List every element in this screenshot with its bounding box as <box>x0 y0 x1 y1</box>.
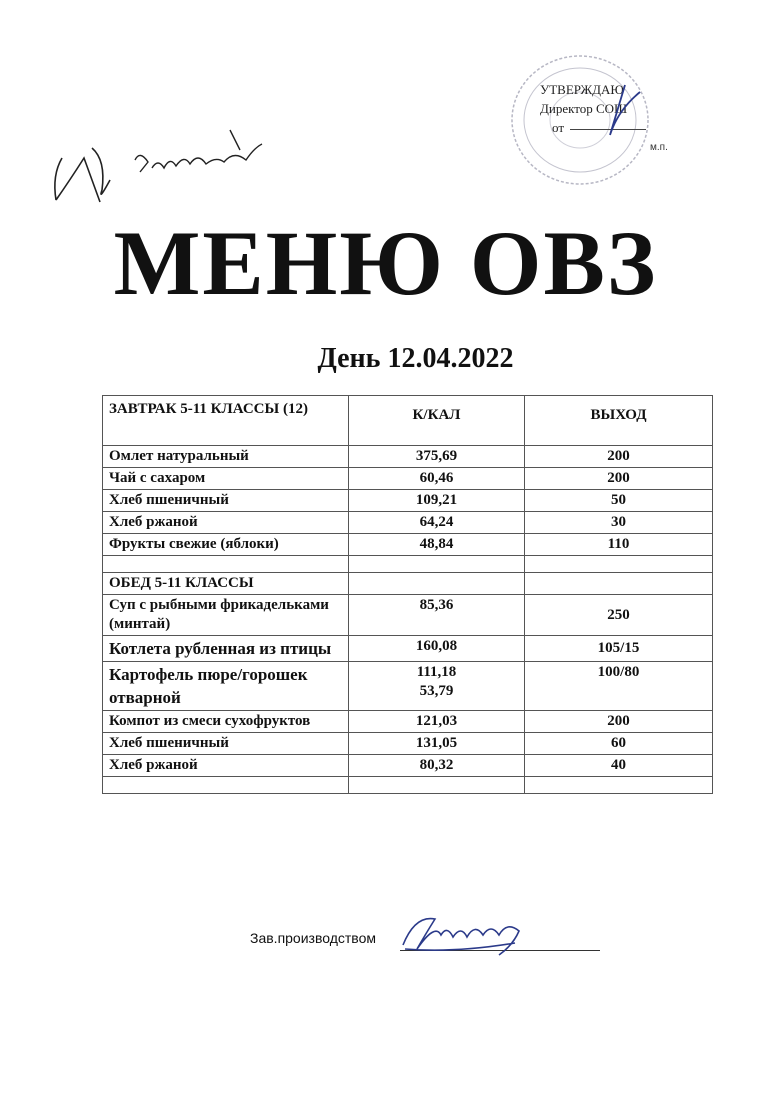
dish-kcal: 111,18 <box>416 664 457 680</box>
dish-name: Суп с рыбными фрикадельками (минтай) <box>103 595 349 636</box>
dish-kcal: 60,46 <box>349 468 525 490</box>
dish-name: Котлета рубленная из птицы <box>103 636 349 662</box>
table-header-row <box>103 396 713 446</box>
dish-kcal: 131,05 <box>349 733 525 755</box>
menu-date: День 12.04.2022 <box>317 343 514 374</box>
table-row <box>103 755 713 777</box>
dish-kcal: 85,36 <box>349 595 525 636</box>
empty-row <box>103 556 713 573</box>
dish-output: 110 <box>525 534 713 556</box>
kcal-column-header: К/КАЛ <box>349 396 525 446</box>
dish-name: Хлеб пшеничный <box>103 733 349 755</box>
menu-table <box>102 395 713 794</box>
handwritten-signature <box>40 120 270 215</box>
approval-heading: УТВЕРЖДАЮ <box>540 82 624 97</box>
table-row <box>103 662 713 711</box>
dish-output: 200 <box>525 468 713 490</box>
dish-name: Хлеб ржаной <box>103 512 349 534</box>
dish-kcal: 80,32 <box>349 755 525 777</box>
table-row <box>103 595 713 636</box>
dish-output: 50 <box>525 490 713 512</box>
dish-name: Омлет натуральный <box>103 446 349 468</box>
dish-name: Чай с сахаром <box>103 468 349 490</box>
dish-output: 250 <box>525 595 713 636</box>
dish-kcal: 109,21 <box>349 490 525 512</box>
dish-output: 200 <box>525 711 713 733</box>
dish-name: Фрукты свежие (яблоки) <box>103 534 349 556</box>
dish-name: Хлеб ржаной <box>103 755 349 777</box>
manager-signature <box>395 905 535 965</box>
lunch-section-row <box>103 573 713 595</box>
table-row <box>103 446 713 468</box>
dish-kcal-second: 53,79 <box>419 683 454 699</box>
table-row <box>103 711 713 733</box>
lunch-section-title: ОБЕД 5-11 КЛАССЫ <box>103 573 349 595</box>
approval-from: от <box>552 120 565 135</box>
table-row <box>103 636 713 662</box>
dish-kcal: 64,24 <box>349 512 525 534</box>
dish-output: 40 <box>525 755 713 777</box>
output-column-header: ВЫХОД <box>525 396 713 446</box>
page-title: МЕНЮ ОВЗ <box>113 212 658 314</box>
director-signature <box>590 80 650 140</box>
dish-kcal: 48,84 <box>349 534 525 556</box>
dish-name: Картофель пюре/горошек отварной <box>103 662 349 711</box>
dish-output: 100/80 <box>525 662 713 711</box>
production-manager-label: Зав.производством <box>250 930 376 946</box>
breakfast-section-title: ЗАВТРАК 5-11 КЛАССЫ (12) <box>103 396 349 446</box>
dish-output: 30 <box>525 512 713 534</box>
table-row <box>103 733 713 755</box>
empty-row <box>103 777 713 794</box>
table-row <box>103 512 713 534</box>
approval-director: Директор СОШ <box>540 101 628 116</box>
dish-name: Компот из смеси сухофруктов <box>103 711 349 733</box>
table-row <box>103 468 713 490</box>
dish-output: 60 <box>525 733 713 755</box>
dish-kcal-cell <box>349 662 525 711</box>
table-row <box>103 534 713 556</box>
dish-output: 105/15 <box>525 636 713 662</box>
table-row <box>103 490 713 512</box>
dish-kcal: 160,08 <box>349 636 525 662</box>
dish-kcal: 375,69 <box>349 446 525 468</box>
dish-output: 200 <box>525 446 713 468</box>
dish-kcal: 121,03 <box>349 711 525 733</box>
dish-name: Хлеб пшеничный <box>103 490 349 512</box>
seal-place-mark: м.п. <box>650 142 668 153</box>
